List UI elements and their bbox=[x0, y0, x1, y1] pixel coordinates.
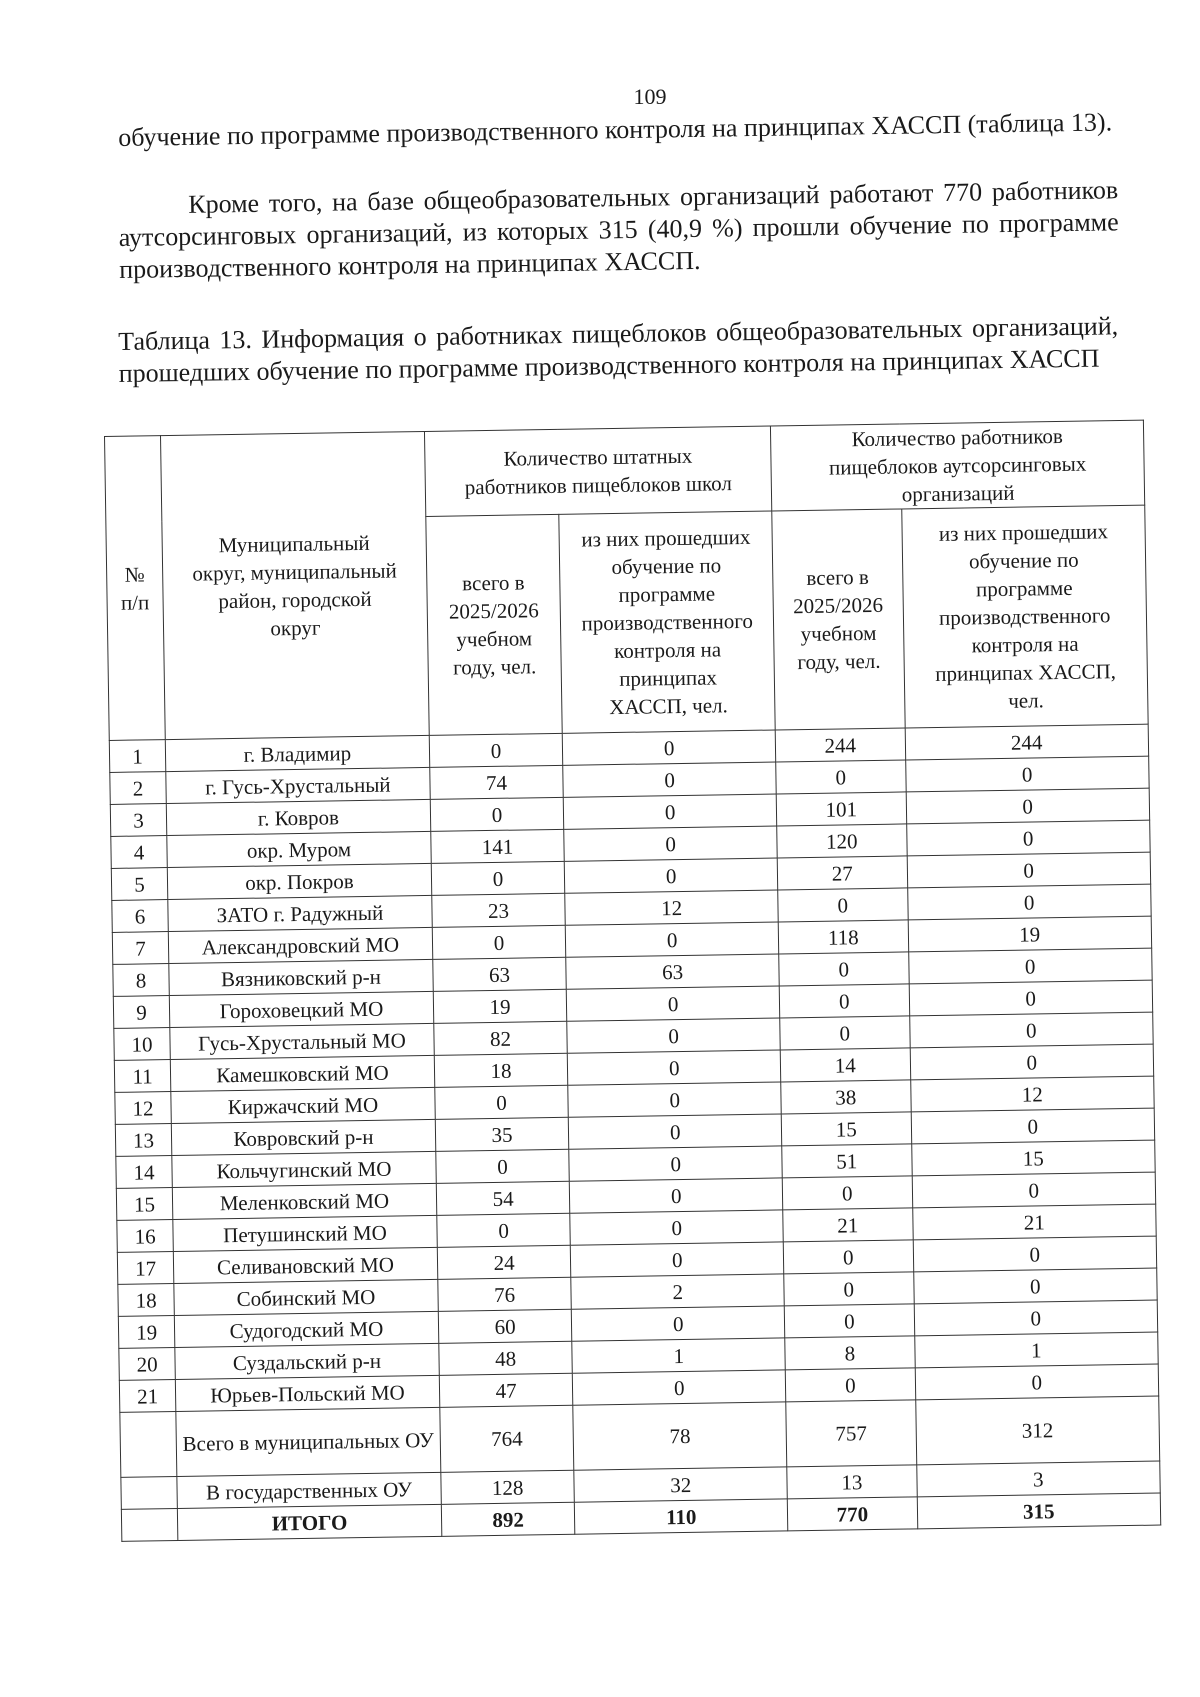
cell-outsource-trained: 0 bbox=[915, 1364, 1159, 1400]
table-container bbox=[104, 420, 1161, 1542]
cell-outsource-trained: 312 bbox=[915, 1396, 1159, 1465]
header-outsource-trained: из них прошедших обучение по программе производственного контроля на принципах ХАССП, чел. bbox=[901, 505, 1148, 728]
paragraph-text: Кроме того, на базе общеобразовательных организаций работают 770 работников аутсорсинговых организаций, из которых 315 (40,9 %) прошли обучение по программе производственного контроля на принципах ХАССП. bbox=[118, 175, 1119, 284]
cell-staff-trained: 0 bbox=[568, 1050, 781, 1085]
header-staff-trained: из них прошедших обучение по программе производственного контроля на принципах ХАССП, чел. bbox=[559, 511, 775, 733]
cell-staff-total: 76 bbox=[438, 1277, 572, 1311]
cell-staff-trained: 63 bbox=[566, 954, 779, 989]
cell-outsource-total: 0 bbox=[778, 888, 908, 922]
cell-outsource-total: 51 bbox=[782, 1144, 912, 1178]
cell-outsource-trained: 19 bbox=[908, 916, 1152, 952]
cell-outsource-trained: 0 bbox=[909, 980, 1153, 1016]
row-district: окр. Покров bbox=[167, 863, 431, 899]
cell-staff-total: 19 bbox=[433, 989, 567, 1023]
cell-staff-total: 35 bbox=[435, 1117, 569, 1151]
table-caption bbox=[118, 310, 1119, 390]
cell-outsource-trained: 0 bbox=[914, 1300, 1158, 1336]
cell-outsource-trained: 0 bbox=[913, 1236, 1157, 1272]
cell-staff-total: 63 bbox=[433, 957, 567, 991]
row-district: Кольчугинский МО bbox=[172, 1151, 436, 1187]
cell-staff-total: 128 bbox=[441, 1470, 575, 1504]
cell-outsource-trained: 0 bbox=[910, 1044, 1154, 1080]
row-district: г. Владимир bbox=[165, 735, 429, 771]
cell-outsource-total: 757 bbox=[786, 1400, 916, 1467]
row-number: 7 bbox=[112, 932, 169, 965]
row-number: 17 bbox=[117, 1252, 174, 1285]
cell-staff-total: 0 bbox=[437, 1213, 571, 1247]
cell-outsource-trained: 1 bbox=[914, 1332, 1158, 1368]
cell-outsource-total: 0 bbox=[784, 1272, 914, 1306]
cell-staff-total: 82 bbox=[434, 1021, 568, 1055]
cell-outsource-total: 0 bbox=[785, 1368, 915, 1402]
row-district: Александровский МО bbox=[168, 927, 432, 963]
row-number: 15 bbox=[116, 1188, 173, 1221]
cell-staff-total: 0 bbox=[430, 797, 564, 831]
cell-staff-trained: 12 bbox=[565, 890, 778, 925]
cell-outsource-trained: 0 bbox=[909, 1012, 1153, 1048]
cell-staff-trained: 0 bbox=[566, 922, 779, 957]
row-number: 11 bbox=[114, 1060, 171, 1093]
cell-staff-trained: 0 bbox=[571, 1242, 784, 1277]
row-number: 2 bbox=[110, 772, 167, 805]
cell-outsource-total: 0 bbox=[782, 1176, 912, 1210]
cell-staff-trained: 0 bbox=[562, 730, 775, 765]
row-number: 19 bbox=[118, 1316, 175, 1349]
cell-staff-trained: 0 bbox=[573, 1370, 786, 1405]
cell-outsource-total: 38 bbox=[781, 1080, 911, 1114]
row-number: 4 bbox=[111, 836, 168, 869]
cell-staff-trained: 0 bbox=[567, 1018, 780, 1053]
row-district: Гусь-Хрустальный МО bbox=[170, 1023, 434, 1059]
cell-staff-total: 892 bbox=[441, 1502, 575, 1536]
cell-outsource-total: 0 bbox=[779, 952, 909, 986]
row-district: Селивановский МО bbox=[173, 1247, 437, 1283]
cell-outsource-trained: 0 bbox=[908, 948, 1152, 984]
cell-staff-total: 141 bbox=[431, 829, 565, 863]
cell-outsource-total: 21 bbox=[783, 1208, 913, 1242]
row-district: Меленковский МО bbox=[172, 1183, 436, 1219]
cell-staff-trained: 2 bbox=[571, 1274, 784, 1309]
cell-outsource-total: 120 bbox=[777, 824, 907, 858]
cell-outsource-total: 13 bbox=[787, 1465, 917, 1499]
page-number: 109 bbox=[633, 84, 667, 109]
row-number bbox=[121, 1508, 178, 1541]
cell-staff-total: 74 bbox=[430, 765, 564, 799]
row-number: 21 bbox=[119, 1379, 176, 1412]
cell-staff-total: 0 bbox=[436, 1149, 570, 1183]
cell-staff-trained: 0 bbox=[569, 1146, 782, 1181]
row-district: Юрьев-Польский МО bbox=[175, 1375, 439, 1411]
cell-outsource-total: 101 bbox=[776, 792, 906, 826]
row-district: Вязниковский р-н bbox=[169, 959, 433, 995]
cell-staff-total: 0 bbox=[432, 925, 566, 959]
cell-staff-trained: 0 bbox=[570, 1210, 783, 1245]
row-number: 6 bbox=[112, 900, 169, 933]
cell-staff-trained: 1 bbox=[572, 1338, 785, 1373]
cell-outsource-total: 0 bbox=[783, 1240, 913, 1274]
cell-outsource-total: 14 bbox=[780, 1048, 910, 1082]
cell-outsource-trained: 0 bbox=[911, 1108, 1155, 1144]
header-group-staff: Количество штатных работников пищеблоков школ bbox=[424, 426, 772, 516]
row-number: 10 bbox=[114, 1028, 171, 1061]
row-number bbox=[121, 1476, 178, 1509]
cell-outsource-trained: 0 bbox=[912, 1172, 1156, 1208]
cell-staff-trained: 0 bbox=[567, 986, 780, 1021]
cell-outsource-trained: 3 bbox=[916, 1461, 1160, 1497]
row-district: г. Ковров bbox=[166, 799, 430, 835]
paragraph-text: обучение по программе производственного контроля на принципах ХАССП (таблица 13). bbox=[118, 107, 1113, 152]
cell-staff-trained: 0 bbox=[569, 1114, 782, 1149]
cell-outsource-trained: 0 bbox=[907, 884, 1151, 920]
row-number: 18 bbox=[118, 1284, 175, 1317]
row-district: Судогодский МО bbox=[174, 1311, 438, 1347]
cell-outsource-total: 0 bbox=[780, 1016, 910, 1050]
cell-staff-trained: 78 bbox=[573, 1402, 787, 1470]
cell-outsource-trained: 0 bbox=[905, 756, 1149, 792]
haccp-training-table bbox=[104, 420, 1161, 1542]
cell-outsource-total: 8 bbox=[785, 1336, 915, 1370]
caption-text: Таблица 13. Информация о работниках пищеблоков общеобразовательных организаций, прошедших обучение по программе производственного контроля на принципах ХАССП bbox=[118, 311, 1119, 388]
cell-outsource-total: 118 bbox=[778, 920, 908, 954]
row-district: Собинский МО bbox=[174, 1279, 438, 1315]
summary-label: Всего в муниципальных ОУ bbox=[176, 1407, 441, 1476]
header-staff-total: всего в 2025/2026 учебном году, чел. bbox=[426, 514, 563, 735]
cell-staff-total: 60 bbox=[438, 1309, 572, 1343]
paragraph-continuation bbox=[118, 106, 1118, 154]
row-district: Суздальский р-н bbox=[175, 1343, 439, 1379]
cell-outsource-trained: 0 bbox=[906, 820, 1150, 856]
cell-outsource-trained: 0 bbox=[913, 1268, 1157, 1304]
cell-staff-total: 54 bbox=[436, 1181, 570, 1215]
cell-outsource-trained: 244 bbox=[905, 724, 1149, 760]
cell-staff-trained: 110 bbox=[575, 1499, 788, 1534]
cell-outsource-trained: 12 bbox=[910, 1076, 1154, 1112]
cell-outsource-trained: 21 bbox=[912, 1204, 1156, 1240]
cell-staff-total: 18 bbox=[434, 1053, 568, 1087]
cell-outsource-total: 0 bbox=[779, 984, 909, 1018]
cell-staff-trained: 32 bbox=[574, 1467, 787, 1502]
row-district: Камешковский МО bbox=[170, 1055, 434, 1091]
cell-outsource-trained: 0 bbox=[907, 852, 1151, 888]
cell-staff-trained: 0 bbox=[564, 826, 777, 861]
cell-staff-trained: 0 bbox=[563, 762, 776, 797]
header-num: № п/п bbox=[105, 436, 166, 741]
cell-outsource-total: 770 bbox=[787, 1497, 917, 1531]
cell-staff-total: 23 bbox=[432, 893, 566, 927]
row-district: Петушинский МО bbox=[173, 1215, 437, 1251]
cell-outsource-total: 0 bbox=[784, 1304, 914, 1338]
row-district: Киржачский МО bbox=[171, 1087, 435, 1123]
cell-staff-trained: 0 bbox=[563, 794, 776, 829]
row-district: ЗАТО г. Радужный bbox=[168, 895, 432, 931]
cell-staff-trained: 0 bbox=[570, 1178, 783, 1213]
row-number bbox=[120, 1411, 177, 1477]
paragraph-outsourcing bbox=[118, 174, 1119, 286]
total-label: ИТОГО bbox=[177, 1504, 441, 1540]
row-number: 16 bbox=[117, 1220, 174, 1253]
row-number: 8 bbox=[113, 964, 170, 997]
cell-outsource-total: 0 bbox=[776, 760, 906, 794]
row-number: 20 bbox=[119, 1347, 176, 1380]
cell-staff-trained: 0 bbox=[565, 858, 778, 893]
cell-outsource-total: 27 bbox=[777, 856, 907, 890]
cell-outsource-trained: 0 bbox=[906, 788, 1150, 824]
row-district: г. Гусь-Хрустальный bbox=[166, 767, 430, 803]
row-number: 9 bbox=[113, 996, 170, 1029]
row-district: Ковровский р-н bbox=[171, 1119, 435, 1155]
header-district: Муниципальный округ, муниципальный район, городской округ bbox=[161, 431, 430, 739]
summary-label: В государственных ОУ bbox=[177, 1472, 441, 1508]
row-district: окр. Муром bbox=[167, 831, 431, 867]
row-number: 13 bbox=[115, 1124, 172, 1157]
cell-staff-trained: 0 bbox=[572, 1306, 785, 1341]
row-district: Гороховецкий МО bbox=[169, 991, 433, 1027]
row-number: 3 bbox=[110, 804, 167, 837]
row-number: 1 bbox=[109, 740, 166, 773]
cell-staff-total: 0 bbox=[435, 1085, 569, 1119]
cell-staff-total: 0 bbox=[431, 861, 565, 895]
row-number: 12 bbox=[115, 1092, 172, 1125]
header-outsource-total: всего в 2025/2026 учебном году, чел. bbox=[772, 509, 905, 730]
cell-outsource-trained: 315 bbox=[917, 1493, 1161, 1529]
cell-outsource-trained: 15 bbox=[911, 1140, 1155, 1176]
cell-staff-total: 0 bbox=[429, 733, 563, 767]
table-body bbox=[109, 724, 1160, 1541]
cell-staff-total: 24 bbox=[437, 1245, 571, 1279]
header-group-outsource: Количество работников пищеблоков аутсорсинговых организаций bbox=[771, 420, 1145, 511]
row-number: 14 bbox=[116, 1156, 173, 1189]
cell-outsource-total: 15 bbox=[781, 1112, 911, 1146]
cell-staff-trained: 0 bbox=[568, 1082, 781, 1117]
cell-outsource-total: 244 bbox=[775, 728, 905, 762]
cell-staff-total: 48 bbox=[439, 1341, 573, 1375]
row-number: 5 bbox=[111, 868, 168, 901]
cell-staff-total: 764 bbox=[440, 1405, 574, 1472]
cell-staff-total: 47 bbox=[439, 1373, 573, 1407]
